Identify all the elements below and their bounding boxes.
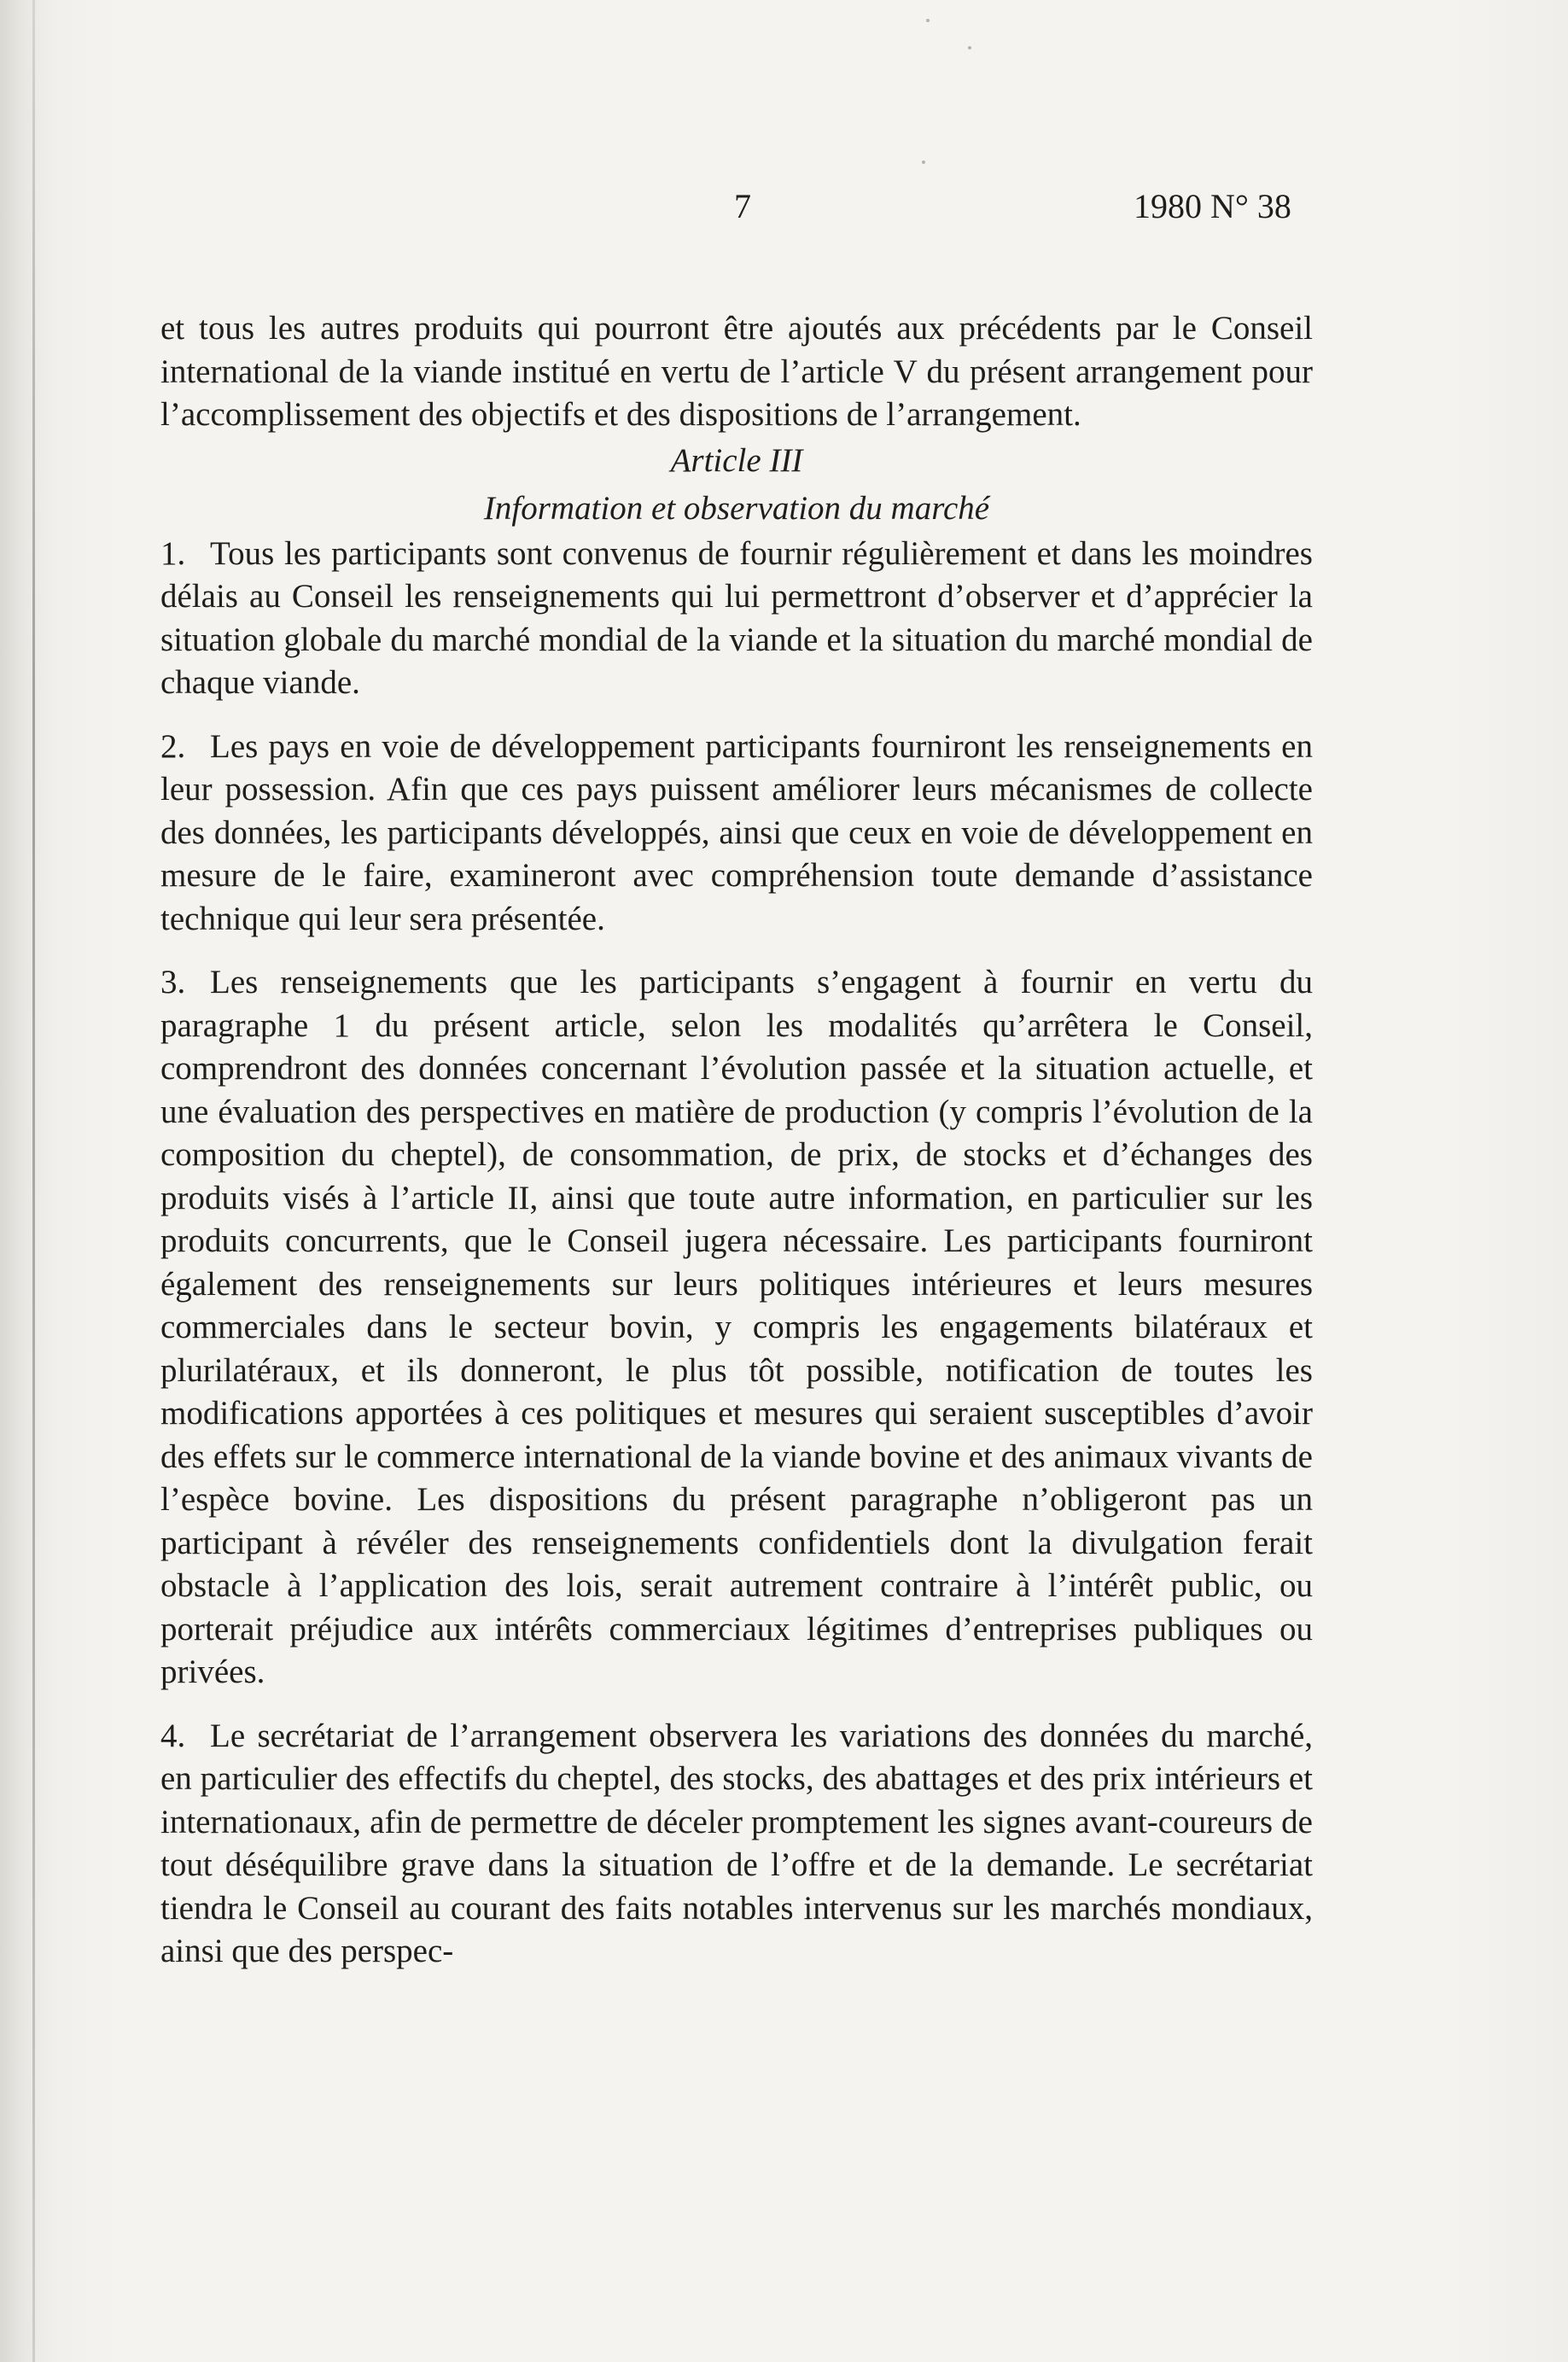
scan-speck: [922, 160, 925, 164]
article-title: Article III: [670, 441, 803, 479]
paragraph-text: Les pays en voie de développement participants fourniront les renseignements en leur possession. Afin que ces pays puissent améliorer leurs mécanismes de collecte des données, les participants développés, ainsi que ceux en voie de développement en mesure de le faire, examineront avec compréhension toute demande d’assistance technique qui leur sera présentée.: [160, 727, 1313, 937]
document-body: [160, 307, 1313, 1974]
page-header: [0, 186, 1568, 234]
scan-speck: [968, 46, 971, 50]
scan-speck: [926, 19, 930, 22]
binding-spine-shadow: [32, 0, 35, 2362]
paragraph-number: 4.: [160, 1717, 186, 1754]
paragraph-text: Le secrétariat de l’arrangement observera les variations des données du marché, en particulier des effectifs du cheptel, des stocks, des abattages et des prix intérieurs et internationaux, afin de permettre de déceler promptement les signes avant-coureurs de tout déséquilibre grave dans la situation de l’offre et de la demande. Le secrétariat tiendra le Conseil au courant des faits notables intervenus sur les marchés mondiaux, ainsi que des perspec-: [160, 1717, 1313, 1969]
paragraph-number: 3.: [160, 964, 186, 1000]
paragraph-1: [160, 533, 1313, 705]
paragraph-text: Les renseignements que les participants s’engagent à fournir en vertu du paragraphe 1 du présent article, selon les modalités qu’arrêtera le Conseil, comprendront des données concernant l’évolution passée et la situation actuelle, et une évaluation des perspectives en matière de production (y compris l’évolution de la composition du cheptel), de consommation, de prix, de stocks et d’échanges des produits visés à l’article II, ainsi que toute autre information, en particulier sur les produits concurrents, que le Conseil jugera nécessaire. Les participants fourniront également des renseignements sur leurs politiques intérieures et leurs mesures commerciales dans le secteur bovin, y compris les engagements bilatéraux et plurilatéraux, et ils donneront, le plus tôt possible, notification de toutes les modifications apportées à ces politiques et mesures qui seraient susceptibles d’avoir des effets sur le commerce international de la viande bovine et des animaux vivants de l’espèce bovine. Les dispositions du présent paragraphe n’obligeront pas un participant à révéler des renseignements confidentiels dont la divulgation ferait obstacle à l’application des lois, serait autrement contraire à l’intérêt public, ou porterait préjudice aux intérêts commerciaux légitimes d’entreprises publiques ou privées.: [160, 964, 1313, 1690]
article-subtitle: Information et observation du marché: [483, 489, 990, 527]
paragraph-number: 2.: [160, 727, 186, 765]
intro-paragraph: et tous les autres produits qui pourront être ajoutés aux précédents par le Conseil international de la viande institué en vertu de l’article V du présent arrangement pour l’accomplissement des objectifs et des dispositions de l’arrangement.: [160, 310, 1313, 433]
paragraph-2: [160, 726, 1313, 942]
paragraph-number: 1.: [160, 534, 186, 572]
paragraph-3: [160, 961, 1313, 1694]
document-reference: 1980 N° 38: [1134, 187, 1291, 225]
paragraph-4: [160, 1715, 1313, 1974]
paragraph-text: Tous les participants sont convenus de fournir régulièrement et dans les moindres délais au Conseil les renseignements qui lui permettront d’observer et d’apprécier la situation globale du marché mondial de la viande et la situation du marché mondial de chaque viande.: [160, 534, 1313, 701]
page-number: 7: [734, 187, 751, 225]
